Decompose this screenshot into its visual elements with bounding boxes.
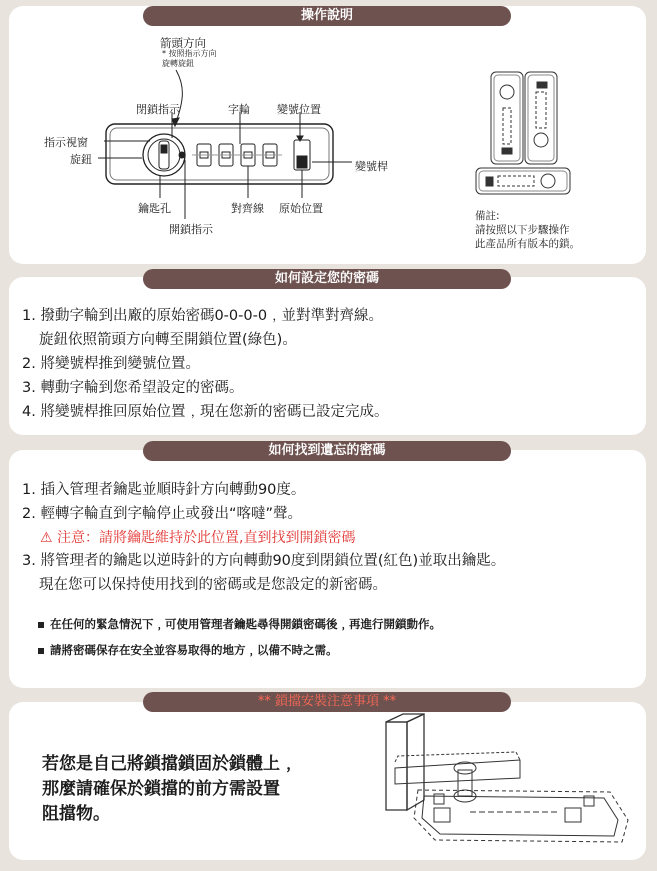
- install-text-line-1: 若您是自己將鎖擋鎖固於鎖體上﹐: [42, 754, 297, 774]
- set-code-step-2: 2. 將變號桿推到變號位置。: [22, 356, 200, 372]
- emergency-bullet: 在任何的緊急情況下﹐可使用管理者鑰匙尋得開鎖密碼後﹐再進行開鎖動作。: [50, 617, 441, 631]
- change-lever-label: 變號桿: [355, 160, 388, 173]
- remark-note: 備註: 請按照以下步驟操作 此產品所有版本的鎖。: [475, 210, 580, 250]
- change-position-label: 變號位置: [277, 103, 321, 116]
- set-code-step-1-cont: 旋鈕依照箭頭方向轉至開鎖位置(綠色)。: [39, 332, 297, 348]
- set-code-step-3: 3. 轉動字輪到您希望設定的密碼。: [22, 380, 244, 396]
- original-position-label: 原始位置: [279, 202, 323, 215]
- forgot-code-step-2: 2. 輕轉字輪直到字輪停止或發出“喀噠”聲。: [22, 506, 302, 522]
- lock-indicator-label-top: 閉鎖指示: [136, 103, 180, 116]
- install-header: ** 鎖擋安裝注意事項 **: [143, 692, 511, 712]
- set-code-header: 如何設定您的密碼: [143, 269, 511, 289]
- forgot-code-step-3-cont: 現在您可以保持使用找到的密碼或是您設定的新密碼。: [39, 577, 387, 593]
- forgot-code-step-3: 3. 將管理者的鑰匙以逆時針的方向轉動90度到閉鎖位置(紅色)並取出鑰匙。: [22, 553, 506, 569]
- set-code-step-1: 1. 撥動字輪到出廠的原始密碼0-0-0-0﹐並對準對齊線。: [22, 308, 384, 324]
- alignment-line-label: 對齊線: [231, 202, 264, 215]
- set-code-step-4: 4. 將變號桿推回原始位置﹐現在您新的密碼已設定完成。: [22, 404, 389, 420]
- dial-label: 字輪: [228, 103, 250, 116]
- keyhole-label: 鑰匙孔: [138, 202, 171, 215]
- instructions-header: 操作說明: [143, 6, 511, 26]
- warning-note: ⚠ 注意：請將鑰匙維持於此位置,直到找到開鎖密碼: [40, 530, 356, 546]
- install-text-line-2: 那麼請確保於鎖擋的前方需設置: [42, 779, 280, 799]
- knob-label: 旋鈕: [70, 153, 92, 166]
- arrow-note: * 按照指示方向 旋轉旋鈕: [162, 49, 217, 68]
- save-code-bullet: 請將密碼保存在安全並容易取得的地方﹐以備不時之需。: [50, 643, 338, 657]
- arrow-direction-label: 箭頭方向: [160, 36, 206, 50]
- forgot-code-header: 如何找到遺忘的密碼: [143, 441, 511, 461]
- forgot-code-step-1: 1. 插入管理者鑰匙並順時針方向轉動90度。: [22, 482, 306, 498]
- install-text-line-3: 阻擋物。: [42, 804, 110, 824]
- indicator-window-label: 指示視窗: [44, 136, 88, 149]
- lock-indicator-label-bottom: 開鎖指示: [169, 223, 213, 236]
